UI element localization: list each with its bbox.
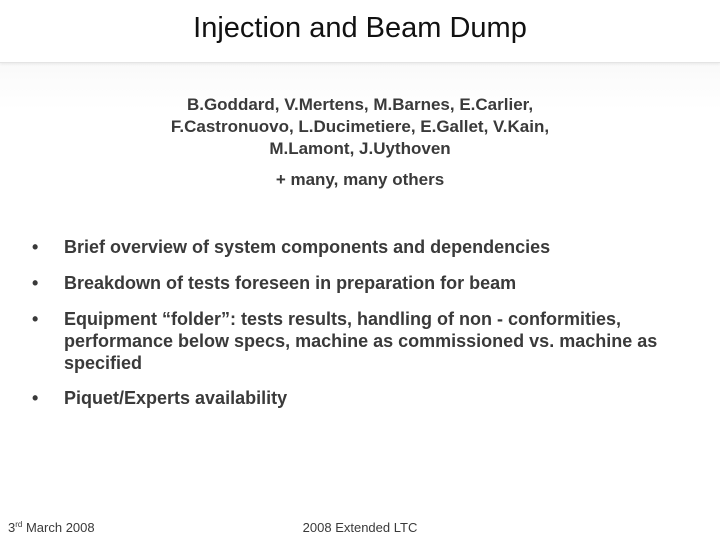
footer-date-rest: March 2008 bbox=[22, 520, 95, 535]
footer-date-day: 3 bbox=[8, 520, 16, 535]
bullet-item bbox=[32, 236, 672, 258]
bullet-dot: • bbox=[32, 273, 39, 293]
authors-line: F.Castronuovo, L.Ducimetiere, E.Gallet, V.Kain, bbox=[170, 117, 550, 136]
bullet-text: Equipment “folder”: tests results, handling of non - conformities, performance below specs, machine as commissioned vs. machine as specified bbox=[64, 309, 658, 373]
authors-line: M.Lamont, J.Uythoven bbox=[269, 139, 451, 158]
bullet-item bbox=[32, 308, 672, 374]
bullet-list bbox=[32, 236, 672, 423]
bullet-text: Piquet/Experts availability bbox=[64, 388, 288, 408]
slide-title: Injection and Beam Dump bbox=[193, 12, 527, 44]
bullet-dot: • bbox=[32, 388, 39, 408]
footer-date-suffix: rd bbox=[15, 520, 23, 529]
bullet-text: Breakdown of tests foreseen in preparation for beam bbox=[64, 273, 517, 293]
bullet-text: Brief overview of system components and dependencies bbox=[64, 237, 551, 257]
authors-block bbox=[90, 94, 630, 160]
title-band bbox=[0, 0, 720, 63]
bullet-item bbox=[32, 387, 672, 409]
authors-line: B.Goddard, V.Mertens, M.Barnes, E.Carlier, bbox=[186, 95, 534, 114]
bullet-dot: • bbox=[32, 309, 39, 329]
bullet-dot: • bbox=[32, 237, 39, 257]
footer-event: 2008 Extended LTC bbox=[302, 520, 418, 535]
many-others-note: + many, many others bbox=[275, 170, 445, 189]
bullet-item bbox=[32, 272, 672, 294]
